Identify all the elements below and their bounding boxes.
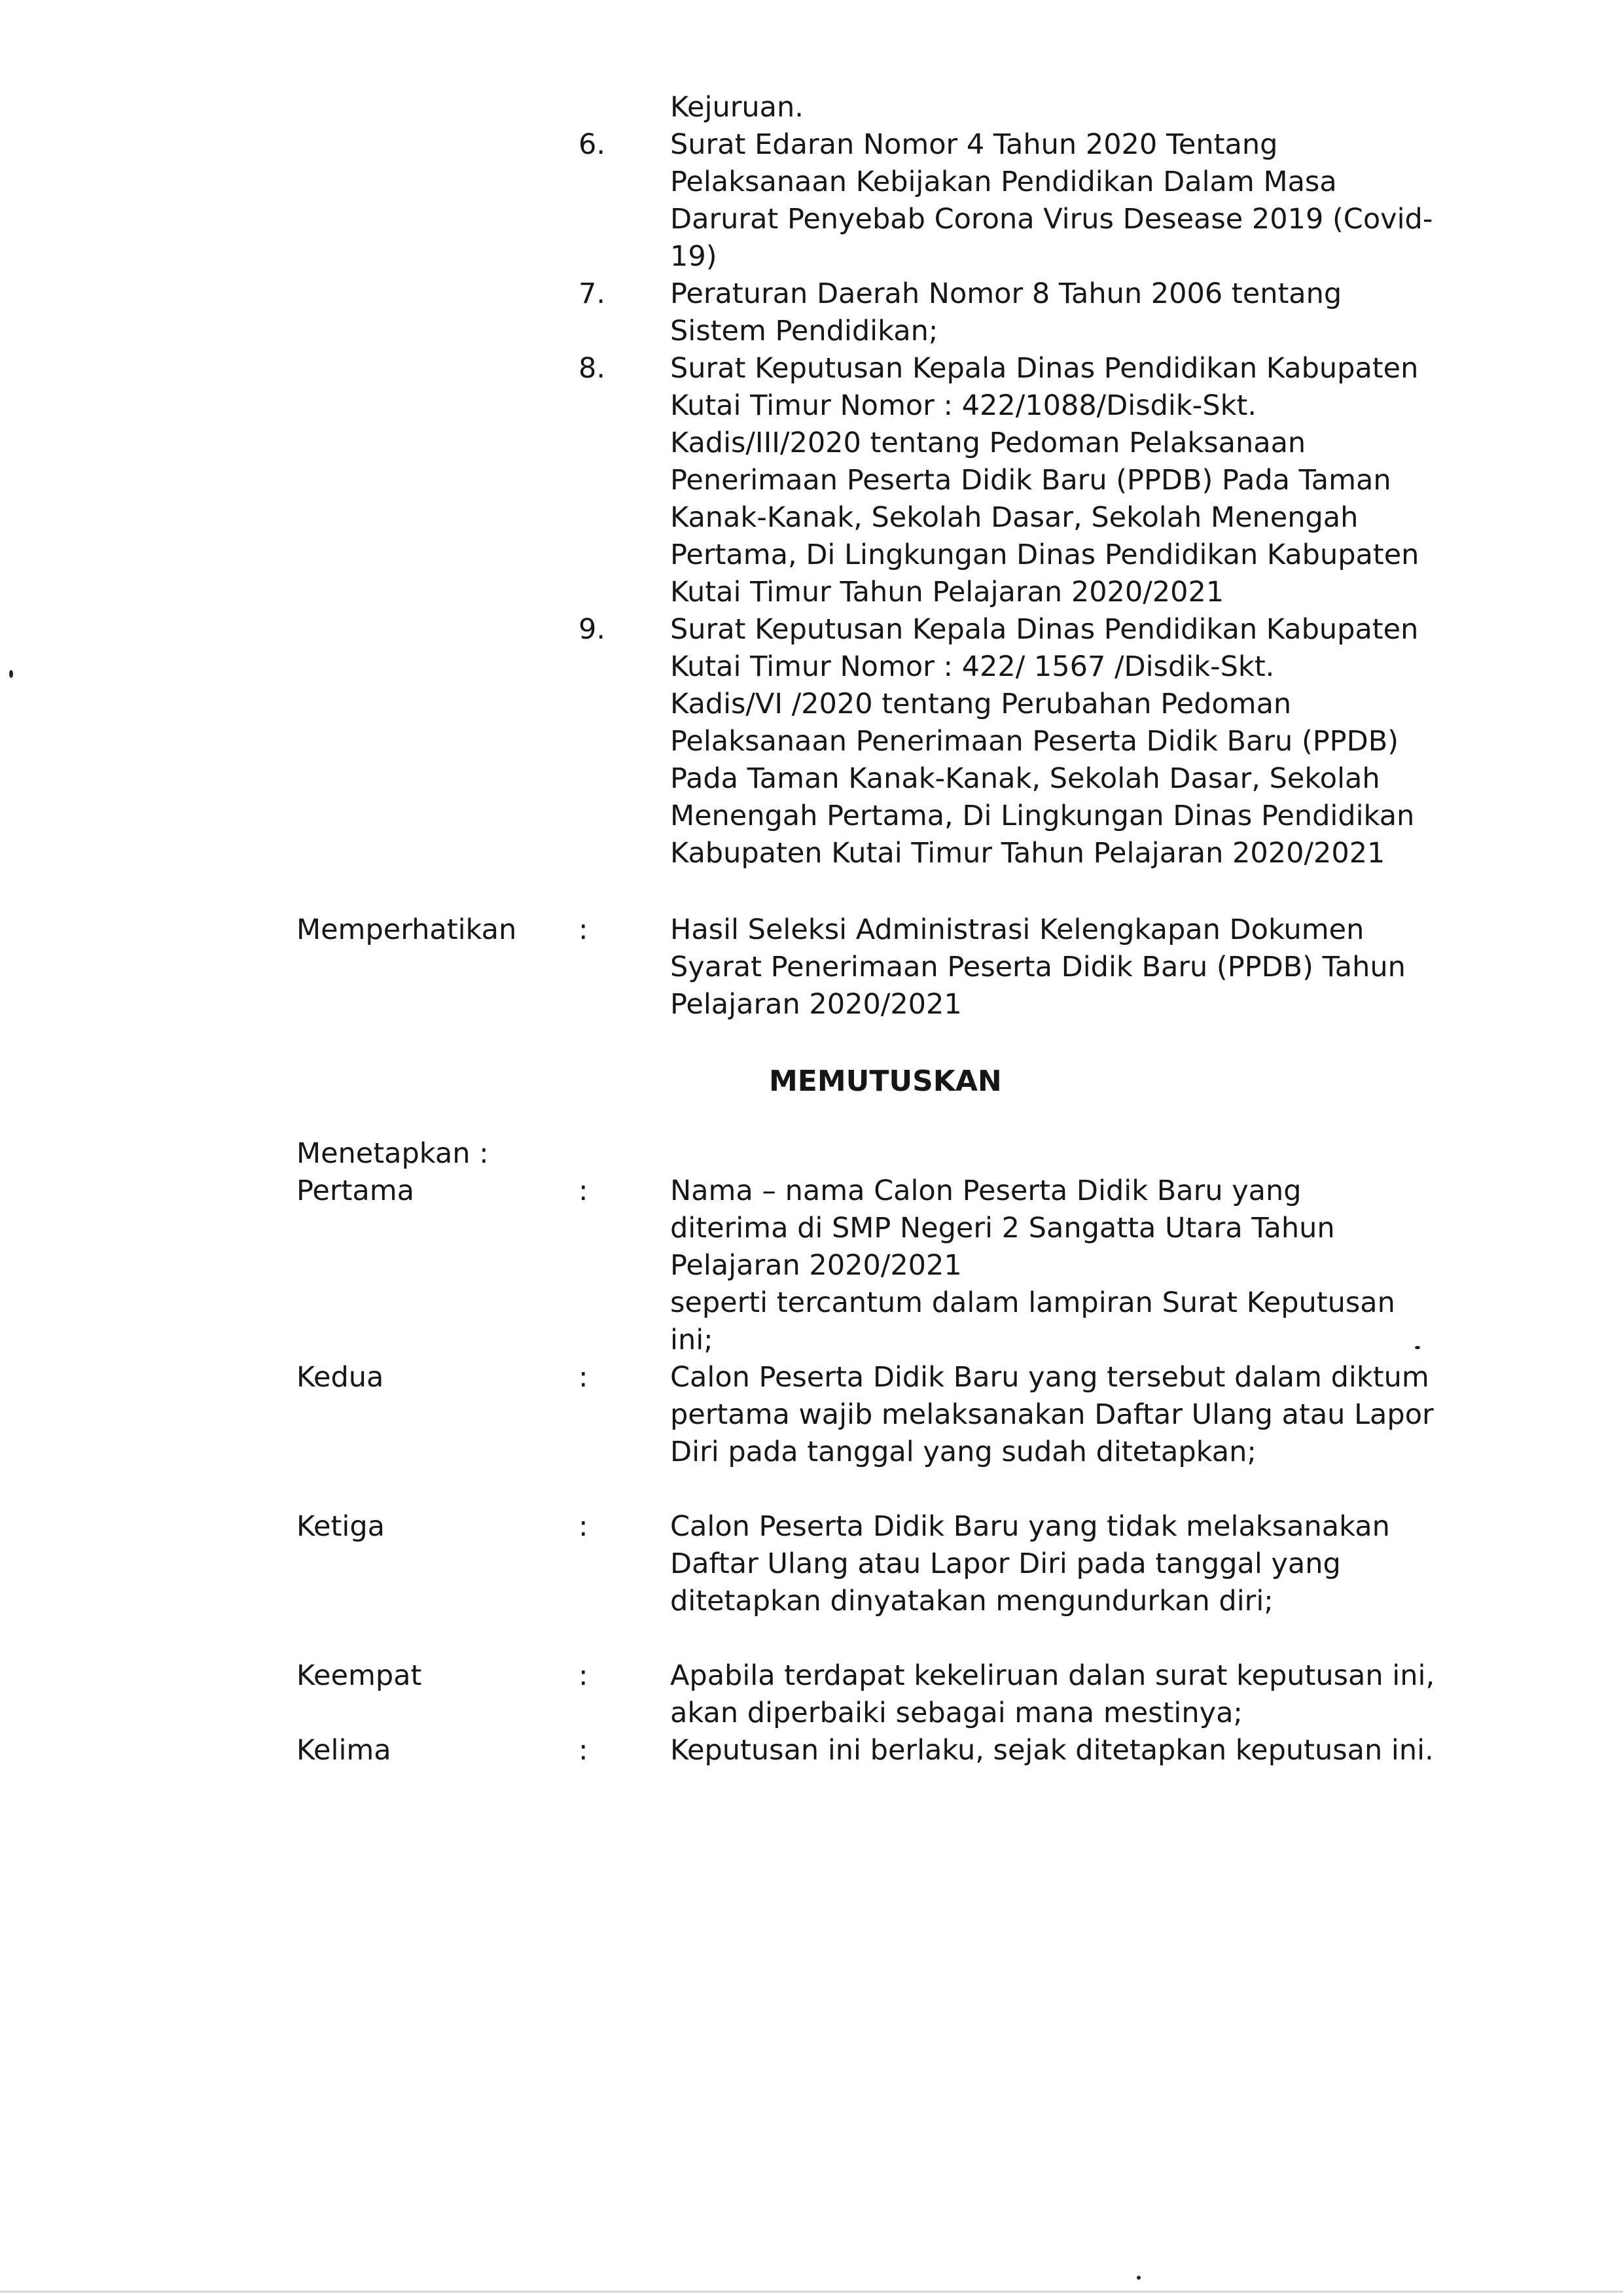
scan-speck bbox=[9, 670, 13, 678]
list-item-6 bbox=[670, 126, 1442, 275]
list-item-number: 9. bbox=[579, 613, 606, 646]
list-item-number: 7. bbox=[579, 277, 606, 310]
decision-line: Calon Peserta Didik Baru yang tidak melaksanakan bbox=[670, 1510, 1390, 1543]
list-item-8 bbox=[670, 350, 1442, 611]
list-item-line: Sistem Pendidikan; bbox=[670, 315, 938, 347]
list-item-line: Pertama, Di Lingkungan Dinas Pendidikan Kabupaten bbox=[670, 539, 1419, 571]
list-item-number: 8. bbox=[579, 352, 606, 385]
scan-speck bbox=[1137, 2276, 1141, 2280]
decision-label-keempat: Keempat bbox=[296, 1659, 422, 1692]
list-item-7 bbox=[670, 275, 1442, 350]
scan-edge bbox=[0, 2291, 1623, 2293]
list-item-line: 19) bbox=[670, 240, 717, 273]
decision-colon: : bbox=[579, 1361, 588, 1394]
decision-line: pertama wajib melaksanakan Daftar Ulang atau Lapor bbox=[670, 1398, 1434, 1431]
decision-line: Daftar Ulang atau Lapor Diri pada tanggal yang bbox=[670, 1547, 1341, 1580]
list-item-line: Pada Taman Kanak-Kanak, Sekolah Dasar, Sekolah bbox=[670, 762, 1380, 795]
memperhatikan-colon: : bbox=[579, 913, 588, 946]
list-item-line: Peraturan Daerah Nomor 8 Tahun 2006 tentang bbox=[670, 277, 1342, 310]
memperhatikan-line: Pelajaran 2020/2021 bbox=[670, 988, 962, 1021]
decision-line: Pelajaran 2020/2021 bbox=[670, 1249, 962, 1282]
list-item-line: Surat Keputusan Kepala Dinas Pendidikan Kabupaten bbox=[670, 352, 1419, 385]
list-item-line: Pelaksanaan Kebijakan Pendidikan Dalam Masa bbox=[670, 166, 1337, 198]
memperhatikan-text bbox=[670, 911, 1442, 1023]
list-item-number: 6. bbox=[579, 128, 606, 161]
list-item-line: Surat Edaran Nomor 4 Tahun 2020 Tentang bbox=[670, 128, 1278, 161]
list-item-line: Kutai Timur Nomor : 422/ 1567 /Disdik-Skt. bbox=[670, 650, 1275, 683]
decision-line: ini; bbox=[670, 1324, 713, 1356]
decision-colon: : bbox=[579, 1510, 588, 1543]
list-item-line: Kutai Timur Tahun Pelajaran 2020/2021 bbox=[670, 576, 1224, 609]
list-item-line: Pelaksanaan Penerimaan Peserta Didik Baru (PPDB) bbox=[670, 725, 1399, 758]
decision-label-pertama: Pertama bbox=[296, 1174, 414, 1207]
list-item-line: Kutai Timur Nomor : 422/1088/Disdik-Skt. bbox=[670, 389, 1257, 422]
decision-colon: : bbox=[579, 1174, 588, 1207]
decision-heading: MEMUTUSKAN bbox=[769, 1065, 1002, 1098]
decision-text-pertama bbox=[670, 1173, 1442, 1359]
decision-line: seperti tercantum dalam lampiran Surat Keputusan bbox=[670, 1286, 1395, 1319]
decision-line: diterima di SMP Negeri 2 Sangatta Utara Tahun bbox=[670, 1212, 1335, 1245]
decision-line: Apabila terdapat kekeliruan dalan surat keputusan ini, bbox=[670, 1659, 1435, 1692]
decision-line: Diri pada tanggal yang sudah ditetapkan; bbox=[670, 1436, 1257, 1468]
decision-text-kelima bbox=[670, 1732, 1442, 1769]
decision-text-ketiga bbox=[670, 1508, 1442, 1620]
memperhatikan-line: Hasil Seleksi Administrasi Kelengkapan Dokumen bbox=[670, 913, 1364, 946]
list-item-line: Darurat Penyebab Corona Virus Desease 2019 (Covid- bbox=[670, 203, 1433, 236]
decision-label-kelima: Kelima bbox=[296, 1734, 391, 1767]
decision-text-kedua bbox=[670, 1359, 1442, 1471]
list-item-line: Surat Keputusan Kepala Dinas Pendidikan Kabupaten bbox=[670, 613, 1419, 646]
list-item-line: Kadis/III/2020 tentang Pedoman Pelaksanaan bbox=[670, 427, 1306, 459]
decision-label-ketiga: Ketiga bbox=[296, 1510, 385, 1543]
menetapkan-label: Menetapkan : bbox=[296, 1137, 489, 1170]
decision-colon: : bbox=[579, 1659, 588, 1692]
list-item-line: Kejuruan. bbox=[670, 91, 804, 124]
scan-speck bbox=[1415, 1346, 1420, 1349]
memperhatikan-label: Memperhatikan bbox=[296, 913, 517, 946]
decision-line: akan diperbaiki sebagai mana mestinya; bbox=[670, 1697, 1243, 1729]
list-item-9 bbox=[670, 611, 1442, 872]
list-item-line: Penerimaan Peserta Didik Baru (PPDB) Pada Taman bbox=[670, 464, 1391, 497]
decision-line: Nama – nama Calon Peserta Didik Baru yang bbox=[670, 1174, 1302, 1207]
list-item-line: Kanak-Kanak, Sekolah Dasar, Sekolah Menengah bbox=[670, 501, 1359, 534]
decision-text-keempat bbox=[670, 1657, 1442, 1732]
list-item-continuation bbox=[670, 89, 1442, 126]
list-item-line: Kabupaten Kutai Timur Tahun Pelajaran 2020/2021 bbox=[670, 837, 1385, 870]
decision-label-kedua: Kedua bbox=[296, 1361, 384, 1394]
decision-colon: : bbox=[579, 1734, 588, 1767]
decision-line: ditetapkan dinyatakan mengundurkan diri; bbox=[670, 1585, 1274, 1617]
memperhatikan-line: Syarat Penerimaan Peserta Didik Baru (PPDB) Tahun bbox=[670, 951, 1406, 983]
list-item-line: Menengah Pertama, Di Lingkungan Dinas Pendidikan bbox=[670, 800, 1415, 832]
decision-line: Calon Peserta Didik Baru yang tersebut dalam diktum bbox=[670, 1361, 1429, 1394]
decision-line: Keputusan ini berlaku, sejak ditetapkan keputusan ini. bbox=[670, 1734, 1434, 1767]
list-item-line: Kadis/VI /2020 tentang Perubahan Pedoman bbox=[670, 688, 1292, 720]
